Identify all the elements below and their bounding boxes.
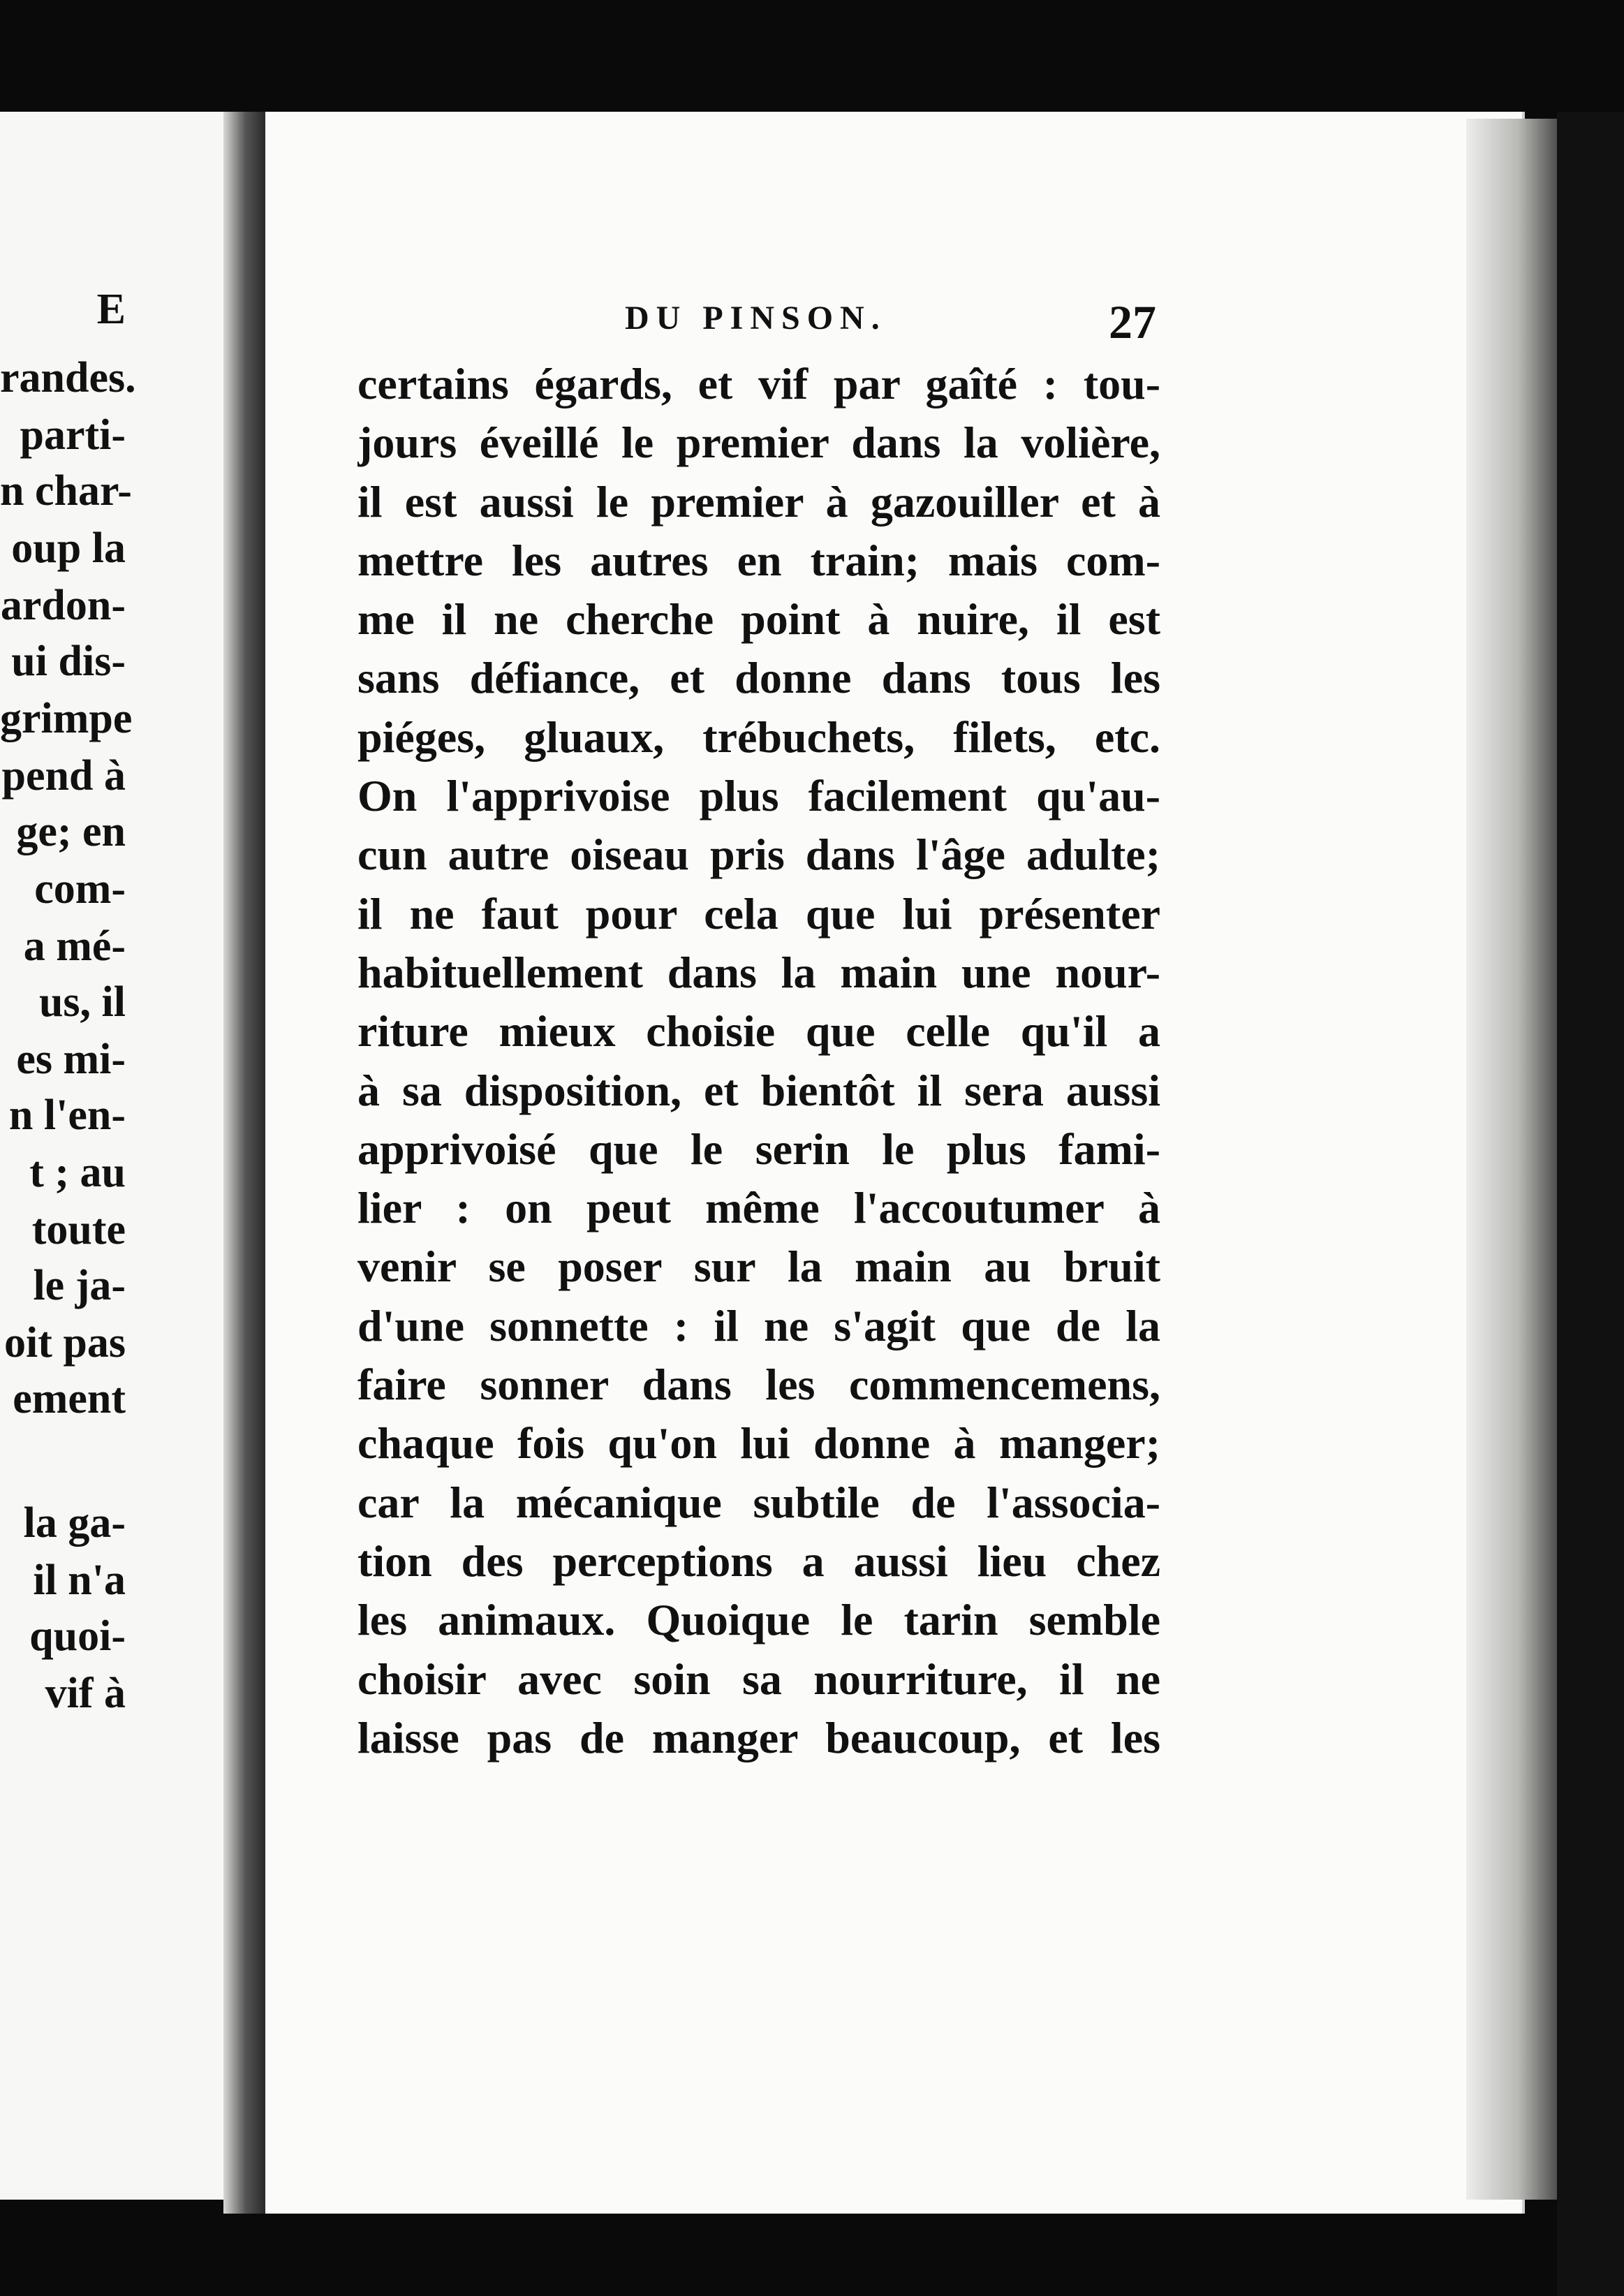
left-page-line: randes. [0, 354, 136, 402]
body-text [357, 355, 1160, 1767]
text-line: chaque fois qu'on lui donne à manger; [357, 1418, 1160, 1469]
text-line: habituellement dans la main une nour- [357, 947, 1160, 997]
text-line: laisse pas de manger beaucoup, et les [357, 1712, 1160, 1763]
left-page-line: a mé- [23, 922, 126, 970]
left-page-line: pend à [1, 752, 126, 800]
text-line: sans défiance, et donne dans tous les [357, 653, 1160, 703]
text-line: certains égards, et vif par gaîté : tou- [357, 359, 1160, 409]
left-page-line: il n'a [33, 1557, 126, 1604]
text-line: apprivoisé que le serin le plus fami- [357, 1124, 1160, 1174]
left-page-line: E [96, 286, 126, 333]
text-line: mettre les autres en train; mais com- [357, 535, 1160, 585]
left-page-line: toute [31, 1206, 126, 1253]
text-line: venir se poser sur la main au bruit [357, 1242, 1160, 1292]
text-line: me il ne cherche point à nuire, il est [357, 594, 1160, 645]
left-page-line: ui dis- [11, 638, 126, 685]
text-line: piéges, gluaux, trébuchets, filets, etc. [357, 712, 1160, 762]
text-line: d'une sonnette : il ne s'agit que de la [357, 1300, 1160, 1351]
background-edge [1557, 112, 1624, 2296]
left-page-line: la ga- [23, 1499, 126, 1547]
left-page-line: grimpe [0, 695, 133, 742]
page-edge-shadow [1466, 119, 1571, 2200]
left-page-line: ement [13, 1375, 126, 1422]
left-page-line: t ; au [29, 1149, 126, 1196]
left-page-line: n l'en- [8, 1091, 126, 1139]
running-head: DU PINSON. [625, 300, 887, 337]
text-line: car la mécanique subtile de l'associa- [357, 1477, 1160, 1527]
left-page-line: us, il [38, 978, 126, 1026]
text-line: riture mieux choisie que celle qu'il a [357, 1006, 1160, 1057]
left-page-line: ardon- [0, 582, 126, 629]
left-page-line: vif à [45, 1670, 126, 1717]
text-line: cun autre oiseau pris dans l'âge adulte; [357, 830, 1160, 880]
left-page-line: es mi- [16, 1036, 126, 1083]
left-page-line: oit pas [4, 1319, 126, 1367]
left-page-line: le ja- [33, 1262, 126, 1309]
left-page-line: n char- [0, 467, 132, 515]
text-line: jours éveillé le premier dans la volière, [357, 418, 1160, 468]
left-page-line: ge; en [16, 808, 126, 855]
left-page-line: quoi- [29, 1612, 126, 1660]
left-page-line: parti- [20, 411, 126, 459]
text-line: choisir avec soin sa nourriture, il ne [357, 1654, 1160, 1704]
text-line: faire sonner dans les commencemens, [357, 1360, 1160, 1410]
text-line: il est aussi le premier à gazouiller et à [357, 476, 1160, 527]
text-line: les animaux. Quoique le tarin semble [357, 1595, 1160, 1645]
left-page-line: com- [34, 865, 126, 913]
text-line: On l'apprivoise plus facilement qu'au- [357, 771, 1160, 821]
text-line: lier : on peut même l'accoutumer à [357, 1183, 1160, 1233]
left-page-line: oup la [11, 524, 126, 572]
text-line: tion des perceptions a aussi lieu chez [357, 1536, 1160, 1586]
page-number: 27 [1109, 295, 1156, 348]
text-line: à sa disposition, et bientôt il sera aussi [357, 1065, 1160, 1115]
text-line: il ne faut pour cela que lui présenter [357, 888, 1160, 939]
